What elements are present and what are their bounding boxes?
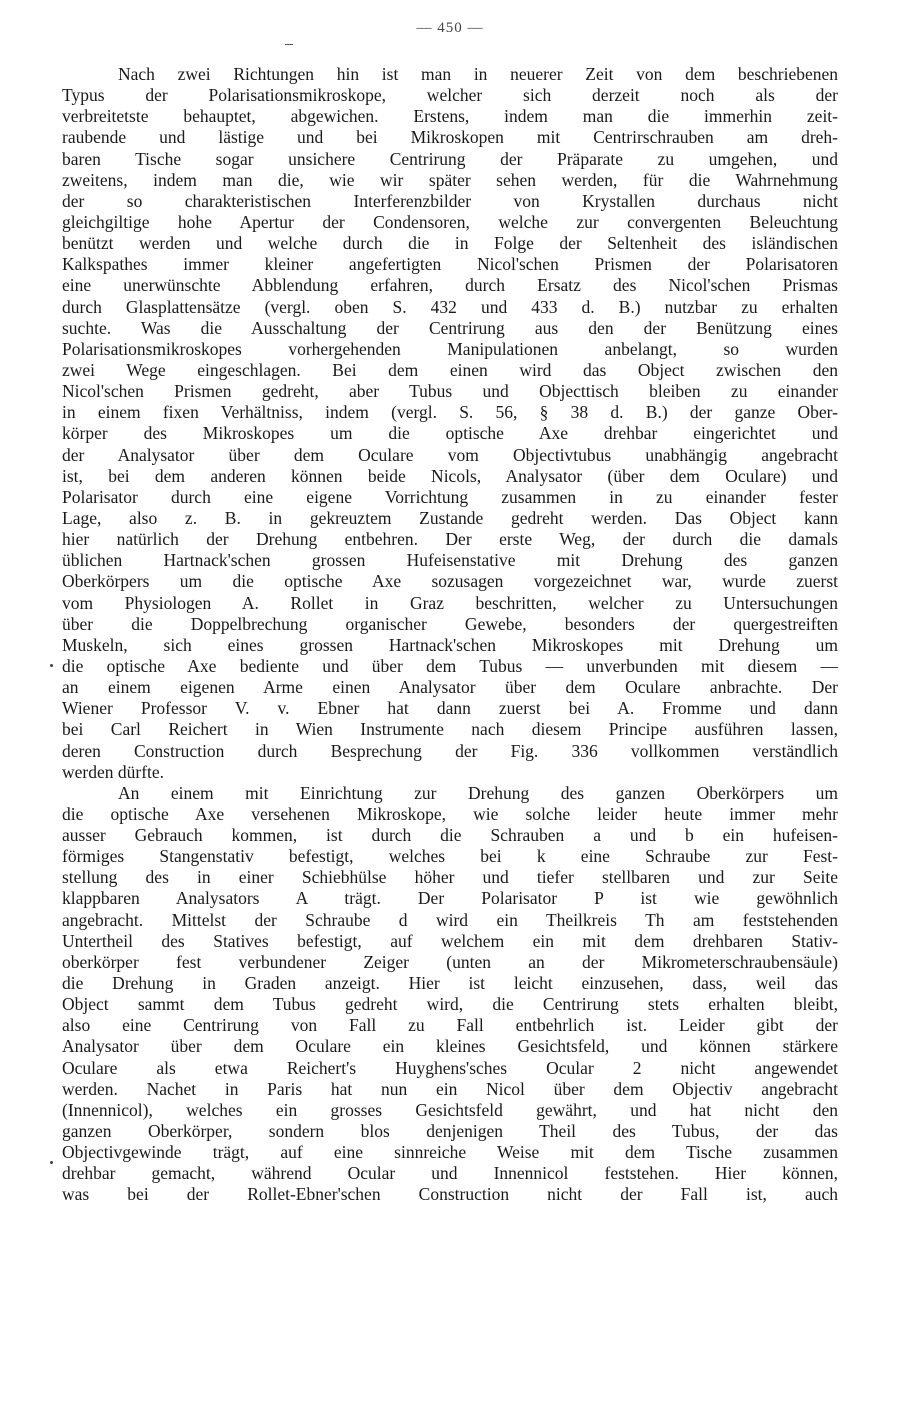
text-line: suchte. Was die Ausschaltung der Centrirung aus den der Benützung eines: [62, 317, 838, 338]
stray-dot: [50, 664, 53, 667]
text-line: drehbar gemacht, während Ocular und Innennicol feststehen. Hier können,: [62, 1163, 838, 1184]
text-line: durch Glasplattensätze (vergl. oben S. 432 und 433 d. B.) nutzbar zu erhalten: [62, 296, 838, 317]
text-line: Nicol'schen Prismen gedreht, aber Tubus und Objecttisch bleiben zu einander: [62, 381, 838, 402]
text-line: Typus der Polarisationsmikroskope, welcher sich derzeit noch als der: [62, 85, 838, 106]
text-line: oberkörper fest verbundener Zeiger (unten an der Mikrometerschraubensäule): [62, 951, 838, 972]
text-line: verbreitetste behauptet, abgewichen. Erstens, indem man die immerhin zeit-: [62, 106, 838, 127]
text-line: Oberkörpers um die optische Axe sozusagen vorgezeichnet war, wurde zuerst: [62, 571, 838, 592]
text-line: über die Doppelbrechung organischer Gewebe, besonders der quergestreiften: [62, 613, 838, 634]
text-line: werden dürfte.: [62, 761, 165, 782]
text-line: Polarisator durch eine eigene Vorrichtung zusammen in zu einander fester: [62, 486, 838, 507]
text-line: was bei der Rollet-Ebner'schen Construction nicht der Fall ist, auch: [62, 1184, 838, 1205]
text-line: zweitens, indem man die, wie wir später sehen werden, für die Wahrnehmung: [62, 169, 838, 190]
text-line: Object sammt dem Tubus gedreht wird, die Centrirung stets erhalten bleibt,: [62, 994, 838, 1015]
text-line: der so charakteristischen Interferenzbilder von Krystallen durchaus nicht: [62, 190, 838, 211]
text-line: der Analysator über dem Oculare vom Objectivtubus unabhängig angebracht: [62, 444, 838, 465]
text-line: benützt werden und welche durch die in Folge der Seltenheit des isländischen: [62, 233, 838, 254]
text-line: (Innennicol), welches ein grosses Gesichtsfeld gewährt, und hat nicht den: [62, 1099, 838, 1120]
text-line: stellung des in einer Schiebhülse höher und tiefer stellbaren und zur Seite: [62, 867, 838, 888]
text-line: werden. Nachet in Paris hat nun ein Nicol über dem Objectiv angebracht: [62, 1078, 838, 1099]
text-line: Nach zwei Richtungen hin ist man in neuerer Zeit von dem beschriebenen: [118, 64, 838, 84]
text-line: angebracht. Mittelst der Schraube d wird ein Theilkreis Th am feststehenden: [62, 909, 838, 930]
text-line: vom Physiologen A. Rollet in Graz beschritten, welcher zu Untersuchungen: [62, 592, 838, 613]
text-line: üblichen Hartnack'schen grossen Hufeisenstative mit Drehung des ganzen: [62, 550, 838, 571]
text-line: in einem fixen Verhältniss, indem (vergl. S. 56, § 38 d. B.) der ganze Ober-: [62, 402, 838, 423]
text-line: an einem eigenen Arme einen Analysator über dem Oculare anbrachte. Der: [62, 677, 838, 698]
text-line: An einem mit Einrichtung zur Drehung des ganzen Oberkörpers um: [118, 782, 838, 803]
text-line: körper des Mikroskopes um die optische Axe drehbar eingerichtet und: [62, 423, 838, 444]
text-line: Kalkspathes immer kleiner angefertigten Nicol'schen Prismen der Polarisatoren: [62, 254, 838, 275]
text-line: ist, bei dem anderen können beide Nicols, Analysator (über dem Oculare) und: [62, 465, 838, 486]
text-line: ganzen Oberkörper, sondern blos denjenigen Theil des Tubus, der das: [62, 1121, 838, 1142]
text-line: Untertheil des Statives befestigt, auf welchem ein mit dem drehbaren Stativ-: [62, 930, 838, 951]
text-line: die optische Axe bediente und über dem Tubus — unverbunden mit diesem —: [62, 655, 838, 676]
text-line: die Drehung in Graden anzeigt. Hier ist leicht einzusehen, dass, weil das: [62, 973, 838, 994]
text-line: klappbaren Analysators A trägt. Der Polarisator P ist wie gewöhnlich: [62, 888, 838, 909]
text-line: raubende und lästige und bei Mikroskopen mit Centrirschrauben am dreh-: [62, 127, 838, 148]
text-line: Wiener Professor V. v. Ebner hat dann zuerst bei A. Fromme und dann: [62, 698, 838, 719]
text-line: hier natürlich der Drehung entbehren. Der erste Weg, der durch die damals: [62, 529, 838, 550]
text-line: Oculare als etwa Reichert's Huyghens'sches Ocular 2 nicht angewendet: [62, 1057, 838, 1078]
body-text: [62, 64, 838, 1206]
stray-dot: [50, 1161, 53, 1164]
stray-mark: [285, 44, 293, 45]
text-line: ausser Gebrauch kommen, ist durch die Schrauben a und b ein hufeisen-: [62, 825, 838, 846]
text-line: deren Construction durch Besprechung der Fig. 336 vollkommen verständlich: [62, 740, 838, 761]
text-line: zwei Wege eingeschlagen. Bei dem einen wird das Object zwischen den: [62, 359, 838, 380]
text-line: förmiges Stangenstativ befestigt, welches bei k eine Schraube zur Fest-: [62, 846, 838, 867]
text-line: Muskeln, sich eines grossen Hartnack'schen Mikroskopes mit Drehung um: [62, 634, 838, 655]
text-line: also eine Centrirung von Fall zu Fall entbehrlich ist. Leider gibt der: [62, 1015, 838, 1036]
text-line: Lage, also z. B. in gekreuztem Zustande gedreht werden. Das Object kann: [62, 507, 838, 528]
text-line: baren Tische sogar unsichere Centrirung der Präparate zu umgehen, und: [62, 148, 838, 169]
text-line: Objectivgewinde trägt, auf eine sinnreiche Weise mit dem Tische zusammen: [62, 1142, 838, 1163]
text-line: Analysator über dem Oculare ein kleines Gesichtsfeld, und können stärkere: [62, 1036, 838, 1057]
page-number-header: — 450 —: [416, 20, 484, 36]
text-line: eine unerwünschte Abblendung erfahren, durch Ersatz des Nicol'schen Prismas: [62, 275, 838, 296]
text-line: Polarisationsmikroskopes vorhergehenden Manipulationen anbelangt, so wurden: [62, 338, 838, 359]
text-line: die optische Axe versehenen Mikroskope, wie solche leider heute immer mehr: [62, 803, 838, 824]
text-line: gleichgiltige hohe Apertur der Condensoren, welche zur convergenten Beleuchtung: [62, 211, 838, 232]
text-line: bei Carl Reichert in Wien Instrumente nach diesem Principe ausführen lassen,: [62, 719, 838, 740]
